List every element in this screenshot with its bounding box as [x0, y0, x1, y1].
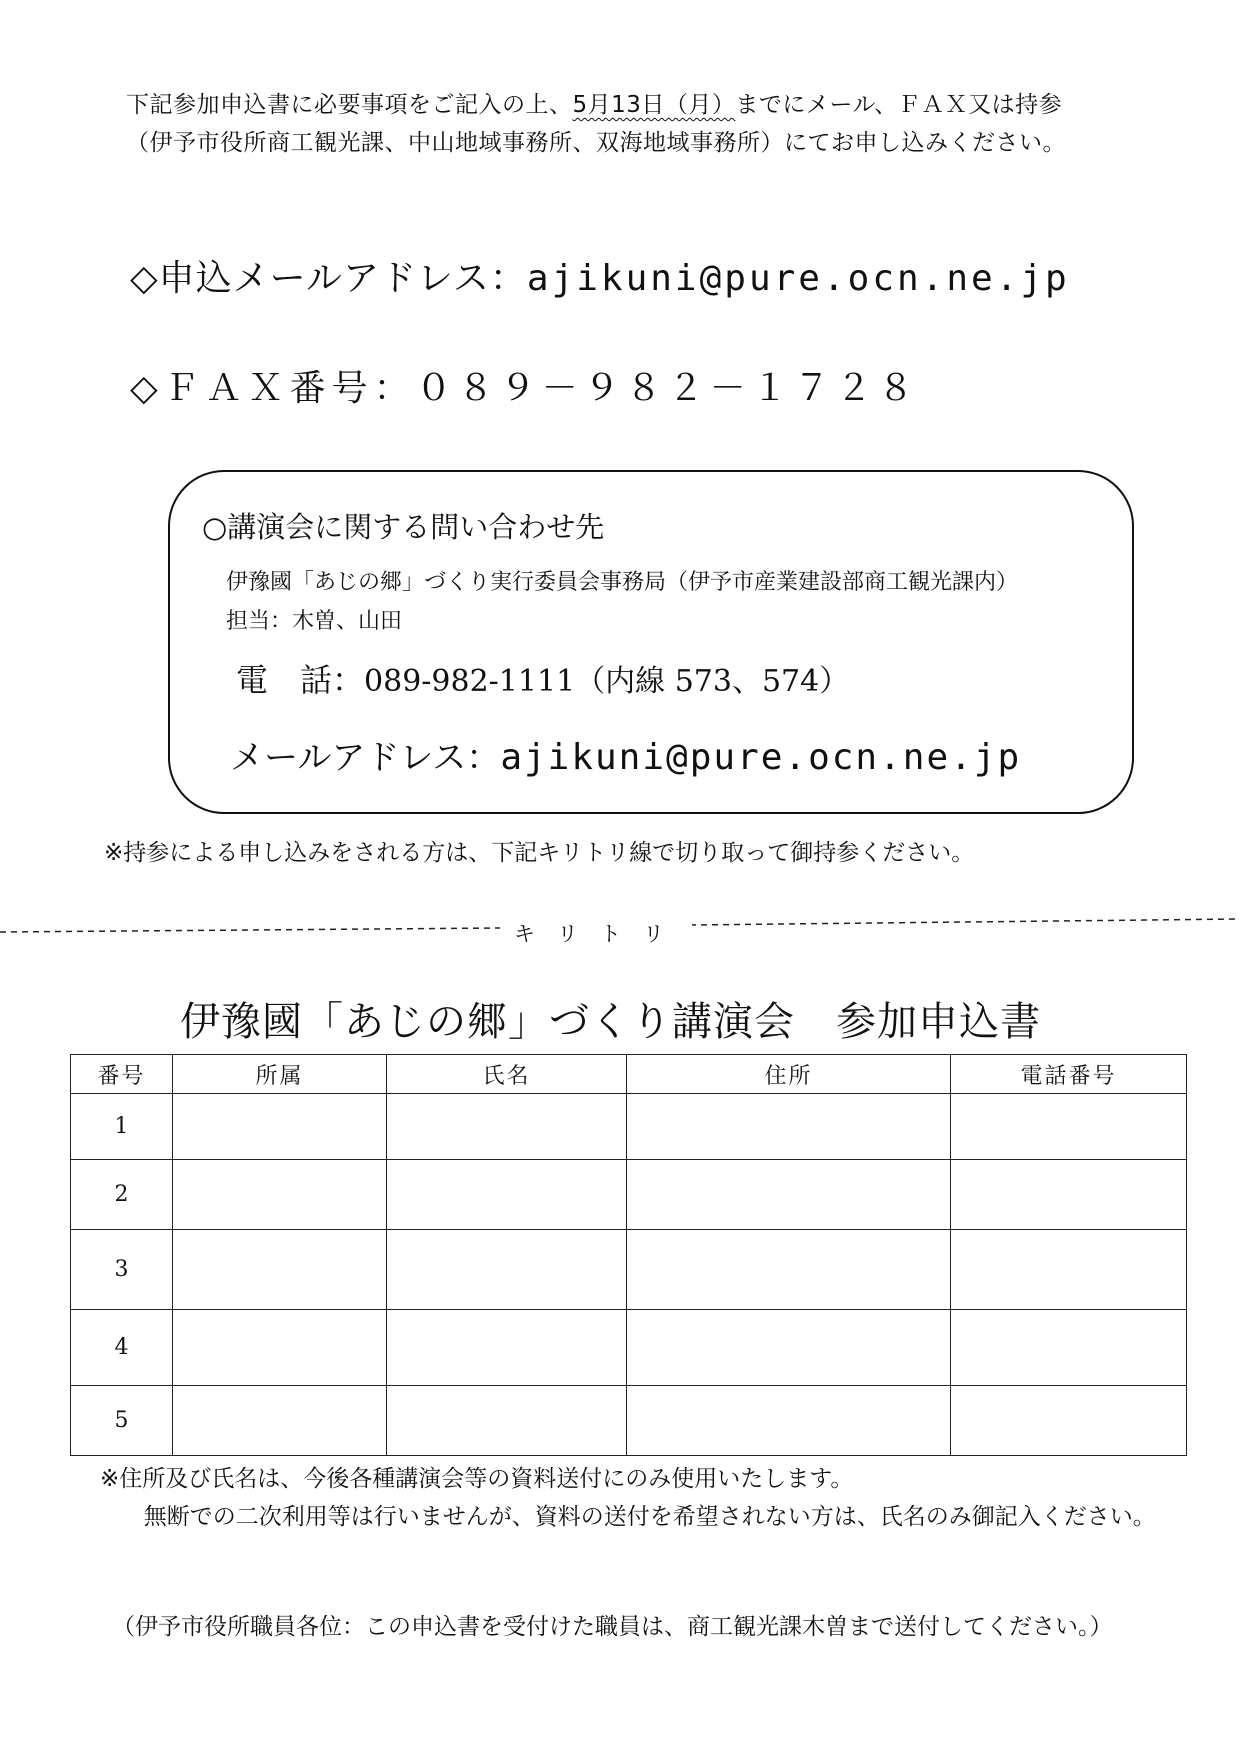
apply-email-address[interactable]: ajikuni@pure.ocn.ne.jp: [526, 258, 1070, 299]
inquiry-organization: 伊豫國「あじの郷」づくり実行委員会事務局（伊予市産業建設部商工観光課内）: [226, 570, 1019, 595]
apply-fax-line: [130, 360, 920, 411]
inquiry-email-label: メールアドレス：: [230, 738, 501, 778]
cut-instruction-note: ※持参による申し込みをされる方は、下記キリトリ線で切り取って御持参ください。: [104, 840, 975, 866]
col-header-name: 氏名: [387, 1055, 627, 1094]
col-header-phone: 電話番号: [951, 1055, 1187, 1094]
phone-cell[interactable]: [951, 1230, 1187, 1310]
table-row: [71, 1310, 1187, 1386]
col-header-affiliation: 所属: [173, 1055, 387, 1094]
address-cell[interactable]: [627, 1094, 951, 1160]
privacy-note: [100, 1460, 1180, 1536]
inquiry-title: ○講演会に関する問い合わせ先: [202, 510, 605, 544]
name-cell[interactable]: [387, 1230, 627, 1310]
affiliation-cell[interactable]: [173, 1094, 387, 1160]
affiliation-cell[interactable]: [173, 1230, 387, 1310]
inquiry-phone-number: 089-982-1111（内線 573、574）: [364, 664, 850, 699]
phone-cell[interactable]: [951, 1386, 1187, 1456]
phone-cell[interactable]: [951, 1094, 1187, 1160]
name-cell[interactable]: [387, 1386, 627, 1456]
privacy-line-1: ※住所及び氏名は、今後各種講演会等の資料送付にのみ使用いたします。: [100, 1466, 854, 1492]
affiliation-cell[interactable]: [173, 1310, 387, 1386]
col-header-address: 住所: [627, 1055, 951, 1094]
table-row: [71, 1160, 1187, 1230]
intro-line-2: （伊予市役所商工観光課、中山地域事務所、双海地域事務所）にてお申し込みください。: [126, 130, 1066, 156]
intro-line-1-post: までにメール、ＦＡＸ又は持参: [735, 92, 1063, 118]
row-number: 5: [71, 1386, 173, 1456]
staff-note: （伊予市役所職員各位：この申込書を受付けた職員は、商工観光課木曽まで送付してください。）: [112, 1614, 1113, 1640]
col-header-number: 番号: [71, 1055, 173, 1094]
deadline-date: 5月13日（月）: [572, 92, 736, 118]
form-title: 伊豫國「あじの郷」づくり講演会 参加申込書: [180, 999, 1041, 1045]
cut-label: キリトリ: [508, 918, 692, 948]
privacy-line-2: 無断での二次利用等は行いませんが、資料の送付を希望されない方は、氏名のみ御記入ください。: [143, 1504, 1156, 1530]
table-row: [71, 1094, 1187, 1160]
address-cell[interactable]: [627, 1230, 951, 1310]
apply-fax-number: ０８９－９８２－１７２８: [415, 368, 920, 409]
inquiry-email-line: [230, 730, 1021, 779]
apply-email-label: ◇申込メールアドレス：: [130, 258, 527, 299]
table-row: [71, 1386, 1187, 1456]
table-header-row: [71, 1055, 1187, 1094]
name-cell[interactable]: [387, 1160, 627, 1230]
address-cell[interactable]: [627, 1160, 951, 1230]
row-number: 4: [71, 1310, 173, 1386]
intro-paragraph: [126, 86, 1166, 162]
intro-line-1: [126, 86, 1166, 124]
row-number: 3: [71, 1230, 173, 1310]
table-row: [71, 1230, 1187, 1310]
apply-fax-label: ◇ＦＡＸ番号：: [130, 368, 416, 409]
address-cell[interactable]: [627, 1386, 951, 1456]
phone-cell[interactable]: [951, 1310, 1187, 1386]
inquiry-phone-line: [236, 655, 849, 701]
name-cell[interactable]: [387, 1310, 627, 1386]
inquiry-phone-label: 電 話：: [236, 661, 365, 699]
inquiry-email-address[interactable]: ajikuni@pure.ocn.ne.jp: [500, 737, 1022, 778]
row-number: 1: [71, 1094, 173, 1160]
affiliation-cell[interactable]: [173, 1160, 387, 1230]
address-cell[interactable]: [627, 1310, 951, 1386]
apply-email-line: [130, 250, 1070, 301]
inquiry-person: 担当：木曽、山田: [226, 609, 403, 634]
row-number: 2: [71, 1160, 173, 1230]
phone-cell[interactable]: [951, 1160, 1187, 1230]
name-cell[interactable]: [387, 1094, 627, 1160]
affiliation-cell[interactable]: [173, 1386, 387, 1456]
entry-table: [70, 1054, 1187, 1456]
intro-line-1-pre: 下記参加申込書に必要事項をご記入の上、: [126, 92, 573, 118]
